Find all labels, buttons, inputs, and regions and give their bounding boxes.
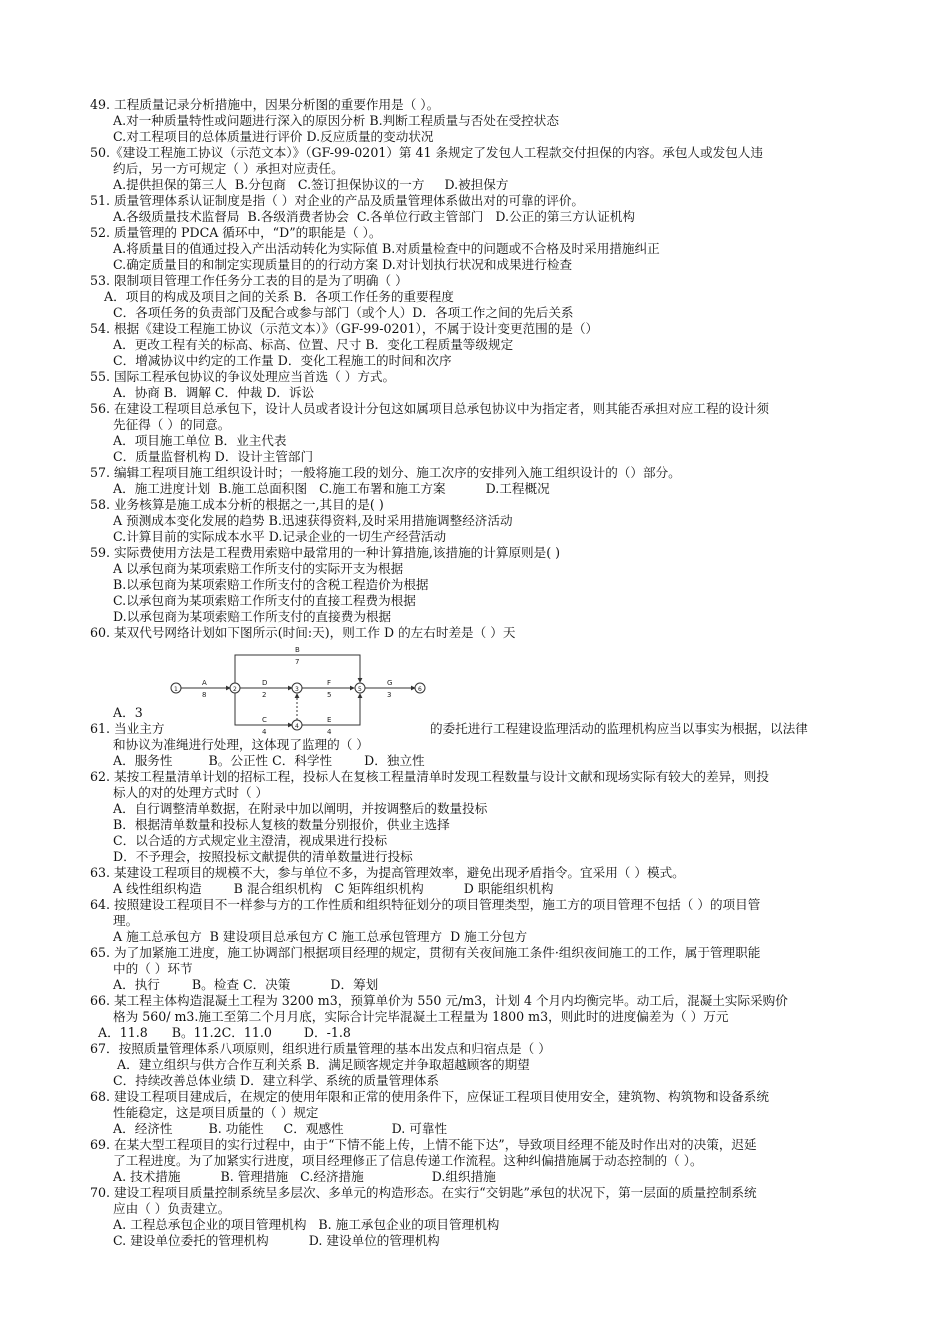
question-62-option: A．自行调整清单数据，在附录中加以阐明，并按调整后的数量投标 [113, 801, 488, 816]
question-64-cont: 理。 [113, 913, 139, 928]
question-53-stem: 53. 限制项目管理工作任务分工表的目的是为了明确（ ） [90, 273, 408, 288]
question-61-cont: 和协议为准绳进行处理，这体现了监理的（ ） [113, 737, 369, 752]
question-68-cont: 性能稳定，这是项目质量的（ ）规定 [113, 1105, 319, 1120]
activity-e-label: E [327, 716, 332, 724]
question-59-option: C.以承包商为某项索赔工作所支付的直接工程费为根据 [113, 593, 416, 608]
question-63-stem: 63. 某建设工程项目的规模不大，参与单位不多，为提高管理效率，避免出现矛盾指令。宜采用（ ）模式。 [90, 865, 685, 880]
question-70-cont: 应由（ ）负责建立。 [113, 1201, 231, 1216]
activity-a-duration: 8 [202, 691, 207, 699]
node-4-label: 4 [295, 723, 299, 730]
question-63-option: A 线性组织构造 B 混合组织机构 C 矩阵组织机构 D 职能组织机构 [113, 881, 554, 896]
question-51-option: A.各级质量技术监督局 B.各级消费者协会 C.各单位行政主管部门 D.公正的第三方认证机构 [113, 209, 636, 224]
question-50-cont: 约后，另一方可规定（ ）承担对应责任。 [113, 161, 344, 176]
question-59-stem: 59. 实际费使用方法是工程费用索赔中最常用的一种计算措施,该措施的计算原则是( ) [90, 545, 561, 560]
question-69-cont: 了工程进度。为了加紧实行进度，项目经理修正了信息传递工作流程。这种纠偏措施属于动态控制的（ ）。 [113, 1153, 703, 1168]
question-56-option: A．项目施工单位 B．业主代表 [113, 433, 287, 448]
question-67-stem: 67．按照质量管理体系八项原则，组织进行质量管理的基本出发点和归宿点是（ ） [90, 1041, 551, 1056]
question-59-option: D.以承包商为某项索赔工作所支付的直接费为根据 [113, 609, 392, 624]
question-62-cont: 标人的对的处理方式时（ ） [113, 785, 269, 800]
question-53-option: A．项目的构成及项目之间的关系 B．各项工作任务的重要程度 [104, 289, 454, 304]
activity-f-label: F [327, 679, 332, 687]
question-54-stem: 54. 根据《建设工程施工协议（示范文本）》（GF-99-0201），不属于设计变更范围的是（） [90, 321, 599, 336]
activity-g-label: G [387, 679, 393, 687]
node-6 [415, 683, 425, 693]
question-53-option: C．各项任务的负责部门及配合或参与部门（或个人）D．各项工作之间的先后关系 [113, 305, 574, 320]
activity-f-duration: 5 [327, 691, 332, 699]
question-60-stem: 60. 某双代号网络计划如下图所示(时间:天)，则工作 D 的左右时差是（ ）天 [90, 625, 516, 640]
question-50-option: A.提供担保的第三人 B.分包商 C.签订担保协议的一方 D.被担保方 [113, 177, 509, 192]
question-66-cont: 格为 560/ m3.施工至第二个月月底，实际合计完毕混凝土工程量为 1800 m3，则此时的进度偏差为（ ）万元 [113, 1009, 729, 1024]
question-50-stem: 50.《建设工程施工协议（示范文本）》（GF-99-0201）第 41 条规定了发包人工程款交付担保的内容。承包人或发包人违 [90, 145, 763, 160]
node-4 [292, 720, 302, 730]
activity-g-duration: 3 [387, 691, 392, 699]
activity-c-duration: 4 [262, 728, 267, 735]
question-61-stem-right: 的委托进行工程建设监理活动的监理机构应当以事实为根据，以法律 [430, 721, 808, 736]
question-52-option: A.将质量目的值通过投入产出活动转化为实际值 B.对质量检查中的问题或不合格及时采用措施纠正 [113, 241, 660, 256]
question-65-option: A．执行 B。检查 C．决策 D．筹划 [113, 977, 379, 992]
node-2-label: 2 [233, 686, 237, 693]
question-61-stem-left: 61. 当业主方 [90, 721, 165, 736]
question-68-option: A．经济性 B. 功能性 C．观感性 D. 可靠性 [113, 1121, 448, 1136]
question-49-option: A.对一种质量特性或问题进行深入的原因分析 B.判断工程质量与否处在受控状态 [113, 113, 559, 128]
activity-d-duration: 2 [262, 691, 267, 699]
question-58-option: C.计算目前的实际成本水平 D.记录企业的一切生产经营活动 [113, 529, 447, 544]
question-58-option: A 预测成本变化发展的趋势 B.迅速获得资料,及时采用措施调整经济活动 [113, 513, 513, 528]
question-51-stem: 51. 质量管理体系认证制度是指（ ）对企业的产品及质量管理体系做出对的可靠的评价。 [90, 193, 585, 208]
activity-d-label: D [262, 679, 268, 687]
question-69-stem: 69. 在某大型工程项目的实行过程中，由于“下情不能上传，上情不能下达”，导致项目经理不能及时作出对的决策，迟延 [90, 1137, 757, 1152]
question-57-stem: 57. 编辑工程项目施工组织设计时；一般将施工段的划分、施工次序的安排列入施工组织设计的（）部分。 [90, 465, 681, 480]
question-62-option: B．根据清单数量和投标人复核的数量分别报价，供业主选择 [113, 817, 450, 832]
question-70-option: A. 工程总承包企业的项目管理机构 B. 施工承包企业的项目管理机构 [113, 1217, 500, 1232]
question-68-stem: 68. 建设工程项目建成后，在规定的使用年限和正常的使用条件下，应保证工程项目使用安全，建筑物、构筑物和设备系统 [90, 1089, 769, 1104]
question-58-stem: 58. 业务核算是施工成本分析的根据之一,其目的是( ) [90, 497, 384, 512]
node-3-label: 3 [295, 686, 299, 693]
question-64-stem: 64. 按照建设工程项目不一样参与方的工作性质和组织特征划分的项目管理类型，施工方的项目管理不包括（ ）的项目管 [90, 897, 761, 912]
question-54-option: A．更改工程有关的标高、标高、位置、尺寸 B．变化工程质量等级规定 [113, 337, 514, 352]
node-2 [230, 683, 240, 693]
question-49-option: C.对工程项目的总体质量进行评价 D.反应质量的变动状况 [113, 129, 434, 144]
question-55-option: A．协商 B．调解 C．仲裁 D．诉讼 [113, 385, 315, 400]
node-1 [171, 683, 181, 693]
question-56-option: C．质量监督机构 D．设计主管部门 [113, 449, 314, 464]
activity-e-duration: 4 [327, 728, 332, 735]
question-56-cont: 先征得（ ）的同意。 [113, 417, 231, 432]
question-56-stem: 56. 在建设工程项目总承包下，设计人员或者设计分包这如属项目总承包协议中为指定者，则其能否承担对应工程的设计须 [90, 401, 769, 416]
question-66-stem: 66. 某工程主体构造混凝土工程为 3200 m3，预算单价为 550 元/m3，计划 4 个月内均衡完毕。动工后，混凝土实际采购价 [90, 993, 788, 1008]
question-61-option: A．服务性 B。公正性 C．科学性 D．独立性 [113, 753, 425, 768]
question-59-option: B.以承包商为某项索赔工作所支付的含税工程造价为根据 [113, 577, 429, 592]
question-65-cont: 中的（ ）环节 [113, 961, 193, 976]
question-64-option: A 施工总承包方 B 建设项目总承包方 C 施工总承包管理方 D 施工分包方 [113, 929, 528, 944]
question-66-option: A．11.8 B。11.2C．11.0 D．-1.8 [98, 1025, 351, 1040]
question-55-stem: 55. 国际工程承包协议的争议处理应当首选（ ）方式。 [90, 369, 396, 384]
node-5 [355, 683, 365, 693]
node-1-label: 1 [174, 686, 178, 693]
question-49-stem: 49. 工程质量记录分析措施中，因果分析图的重要作用是（ ）。 [90, 97, 440, 112]
node-3 [292, 683, 302, 693]
question-62-option: C．以合适的方式规定业主澄清，视成果进行投标 [113, 833, 388, 848]
question-70-stem: 70. 建设工程项目质量控制系统呈多层次、多单元的构造形态。在实行“交钥匙”承包的状况下，第一层面的质量控制系统 [90, 1185, 757, 1200]
question-62-option: D．不予理会，按照投标文献提供的清单数量进行投标 [113, 849, 413, 864]
node-5-label: 5 [358, 686, 362, 693]
question-59-option: A 以承包商为某项索赔工作所支付的实际开支为根据 [113, 561, 404, 576]
question-62-stem: 62. 某按工程量清单计划的招标工程，投标人在复核工程量清单时发现工程数量与设计文献和现场实际有较大的差异，则投 [90, 769, 769, 784]
question-52-stem: 52. 质量管理的 PDCA 循环中，“D”的职能是（ ）。 [90, 225, 382, 240]
activity-a-label: A [202, 679, 207, 687]
question-52-option: C.确定质量目的和制定实现质量目的的行动方案 D.对计划执行状况和成果进行检查 [113, 257, 573, 272]
network-diagram [165, 645, 435, 735]
question-67-option: A．建立组织与供方合作互利关系 B．满足顾客规定并争取超越顾客的期望 [113, 1057, 530, 1072]
question-67-option: C．持续改善总体业绩 D．建立科学、系统的质量管理体系 [113, 1073, 439, 1088]
activity-b-label: B [295, 646, 300, 654]
question-69-option: A. 技术措施 B. 管理措施 C.经济措施 D.组织措施 [113, 1169, 496, 1184]
question-70-option: C. 建设单位委托的管理机构 D. 建设单位的管理机构 [113, 1233, 440, 1248]
question-57-option: A．施工进度计划 B.施工总面积图 C.施工布署和施工方案 D.工程概况 [113, 481, 550, 496]
activity-c-label: C [262, 716, 267, 724]
question-65-stem: 65. 为了加紧施工进度，施工协调部门根据项目经理的规定，贯彻有关夜间施工条件·组织夜间施工的工作，属于管理职能 [90, 945, 761, 960]
node-6-label: 6 [418, 686, 422, 693]
question-54-option: C．增减协议中约定的工作量 D．变化工程施工的时间和次序 [113, 353, 452, 368]
question-60-option: A．3 [113, 705, 143, 720]
activity-b-duration: 7 [295, 658, 300, 666]
